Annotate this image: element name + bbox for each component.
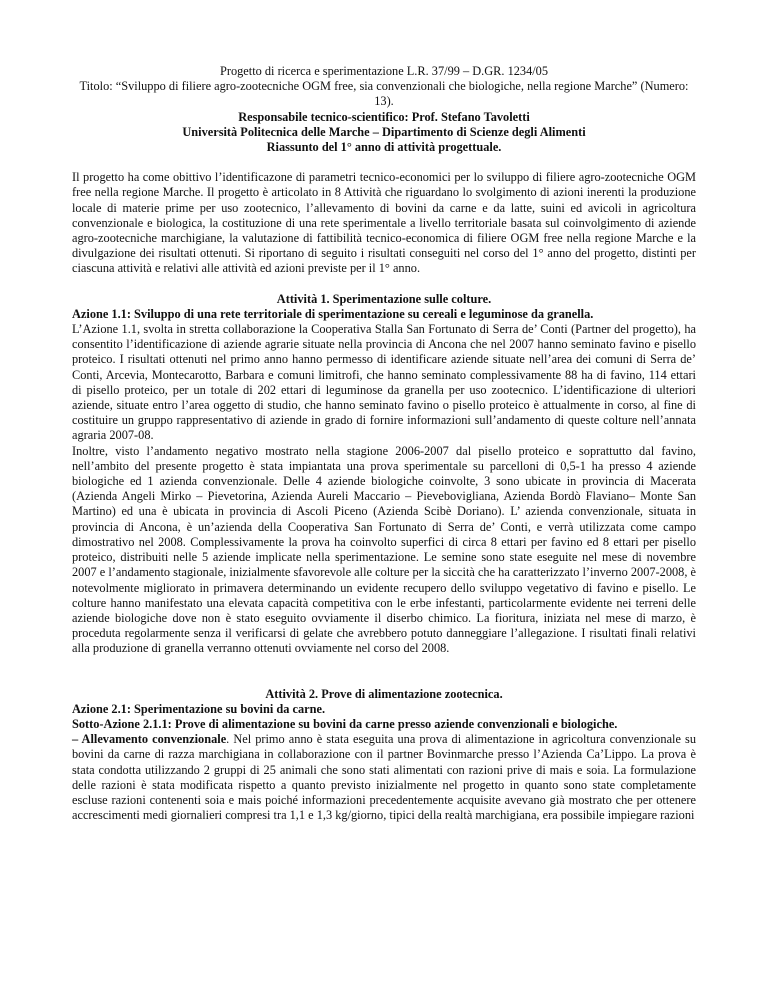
activity2-action-title: Azione 2.1: Sperimentazione su bovini da carne.: [72, 701, 326, 716]
project-title: Titolo: “Sviluppo di filiere agro-zootecniche OGM free, sia convenzionali che biologiche, nella regione Marche” (Numero: 13).: [79, 79, 689, 109]
activity2-title: Attività 2. Prove di alimentazione zootecnica.: [265, 686, 503, 701]
conventional-farming-text: . Nel primo anno è stata eseguita una prova di alimentazione in agricoltura convenzionale su bovini da carne di razza marchigiana in collaborazione con il partner Bovinmarche presso l’Azienda Ca’Lippo. La prova è stata condotta utilizzando 2 gruppi di 25 animali che sono stati alimentati con razioni prive di mais e soia. La formulazione delle razioni è stata modificata rispetto a quanto previsto inizialmente nel progetto in quanto sono state completamente escluse razioni contenenti soia e mais poiché informazioni precedentemente acquisite avevano già mostrato che per ottenere accrescimenti medi giornalieri compresi tra 1,1 e 1,3 kg/giorno, tipici della realtà marchigiana, era possibile impiegare razioni: [72, 732, 696, 823]
activity2-subaction-title: Sotto-Azione 2.1.1: Prove di alimentazione su bovini da carne presso aziende convenzionali e biologiche.: [72, 716, 618, 731]
university-department: Università Politecnica delle Marche – Dipartimento di Scienze degli Alimenti: [182, 124, 586, 139]
activity1-title: Attività 1. Sperimentazione sulle colture.: [276, 291, 492, 306]
summary-heading: Riassunto del 1° anno di attività progettuale.: [266, 140, 502, 155]
document-page: [72, 64, 696, 823]
activity1-action-title: Azione 1.1: Sviluppo di una rete territoriale di sperimentazione su cereali e leguminose da granella.: [72, 306, 594, 321]
scientific-responsible: Responsabile tecnico-scientifico: Prof. Stefano Tavoletti: [238, 109, 530, 124]
conventional-farming-label: – Allevamento convenzionale: [72, 732, 227, 747]
project-reference: Progetto di ricerca e sperimentazione L.R. 37/99 – D.GR. 1234/05: [219, 64, 549, 78]
activity1-paragraph-1: L’Azione 1.1, svolta in stretta collaborazione la Cooperativa Stalla San Fortunato di Serra de’ Conti (Partner del progetto), ha consentito l’identificazione di aziende agrarie situate nella provincia di Ancona che nel 2007 hanno seminato favino e pisello proteico. I risultati ottenuti nel primo anno hanno permesso di identificare aziende situate nell’area dei comuni di Serra de’ Conti, Arcevia, Montecarotto, Barbara e comuni limitrofi, che hanno seminato complessivamente 88 ha di favino, 114 ettari di pisello proteico, per un totale di 202 ettari di leguminose da granella per uso zootecnico. L’identificazione di ulteriori aziende, situate entro l’area oggetto di studio, che hanno seminato favino o pisello proteico è attualmente in corso, al fine di costituire un gruppo rappresentativo di aziende in grado di fornire informazioni sull’andamento di queste colture nell’annata agraria 2007-08.: [72, 322, 696, 443]
intro-paragraph: Il progetto ha come obittivo l’identificazone di parametri tecnico-economici per lo sviluppo di filiere agro-zootecniche OGM free nella regione Marche. Il progetto è articolato in 8 Attività che riguardano lo svolgimento di azioni inerenti la produzione locale di materie prime per uso zootecnico, l’allevamento di bovini da carne e da latte, suini ed avicoli in agricoltura convenzionale e biologica, la costituzione di una rete sperimentale a livello territoriale basata sul coinvolgimento di aziende agro-zootecniche marchigiane, la valutazione di fattibilità tecnico-economica di filiere OGM free nella regione Marche e la divulgazione dei risultati ottenuti. Si riportano di seguito i risultati conseguiti nel corso del 1° anno del progetto, distinti per ciascuna attività e relativi alle attività ed azioni previste per il 1° anno.: [72, 170, 696, 276]
activity2-conventional-paragraph: [72, 732, 696, 823]
activity1-paragraph-2: Inoltre, visto l’andamento negativo mostrato nella stagione 2006-2007 dal pisello proteico e soprattutto dal favino, nell’ambito del presente progetto è stata impiantata una prova sperimentale su parcelloni di 0,5-1 ha presso 4 aziende biologiche ed 1 azienda convenzionale. Delle 4 aziende biologiche coinvolte, 3 sono ubicate in provincia di Macerata (Azienda Angeli Mirko – Pievetorina, Azienda Aureli Maccario – Pievebovigliana, Azienda Bordò Flaviano– Monte San Martino) ed una è ubicata in provincia di Ascoli Piceno (Azienda Scibè Doriano). L’ azienda convenzionale, situata in provincia di Ancona, è un’azienda della Cooperativa San Fortunato di Serra de’ Conti, e verrà utilizzata come campo dimostrativo nel 2008. Complessivamente la prova ha coinvolto superfici di circa 8 ettari per favino ed 8 ettari per pisello proteico, distribuiti nelle 5 aziende implicate nella sperimentazione. Le semine sono state eseguite nel mese di novembre 2007 e l’andamento stagionale, inizialmente sfavorevole alle colture per la siccità che ha caratterizzato l’inverno 2007-2008, è notevolmente migliorato in primavera determinando un evidente recupero dello sviluppo vegetativo di favino e pisello. Le colture hanno manifestato una elevata capacità competitiva con le erbe infestanti, particolarmente evidente nei terreni delle aziende biologiche dove non è stato eseguito ovviamente il diserbo chimico. La fioritura, iniziata nel mese di marzo, è proceduta regolarmente senza il verificarsi di gelate che avrebbero potuto danneggiare l’allegazione. I risultati finali relativi alla produzione di granella verranno ottenuti ovviamente nel corso del 2008.: [72, 443, 696, 656]
document-header: [72, 64, 696, 155]
